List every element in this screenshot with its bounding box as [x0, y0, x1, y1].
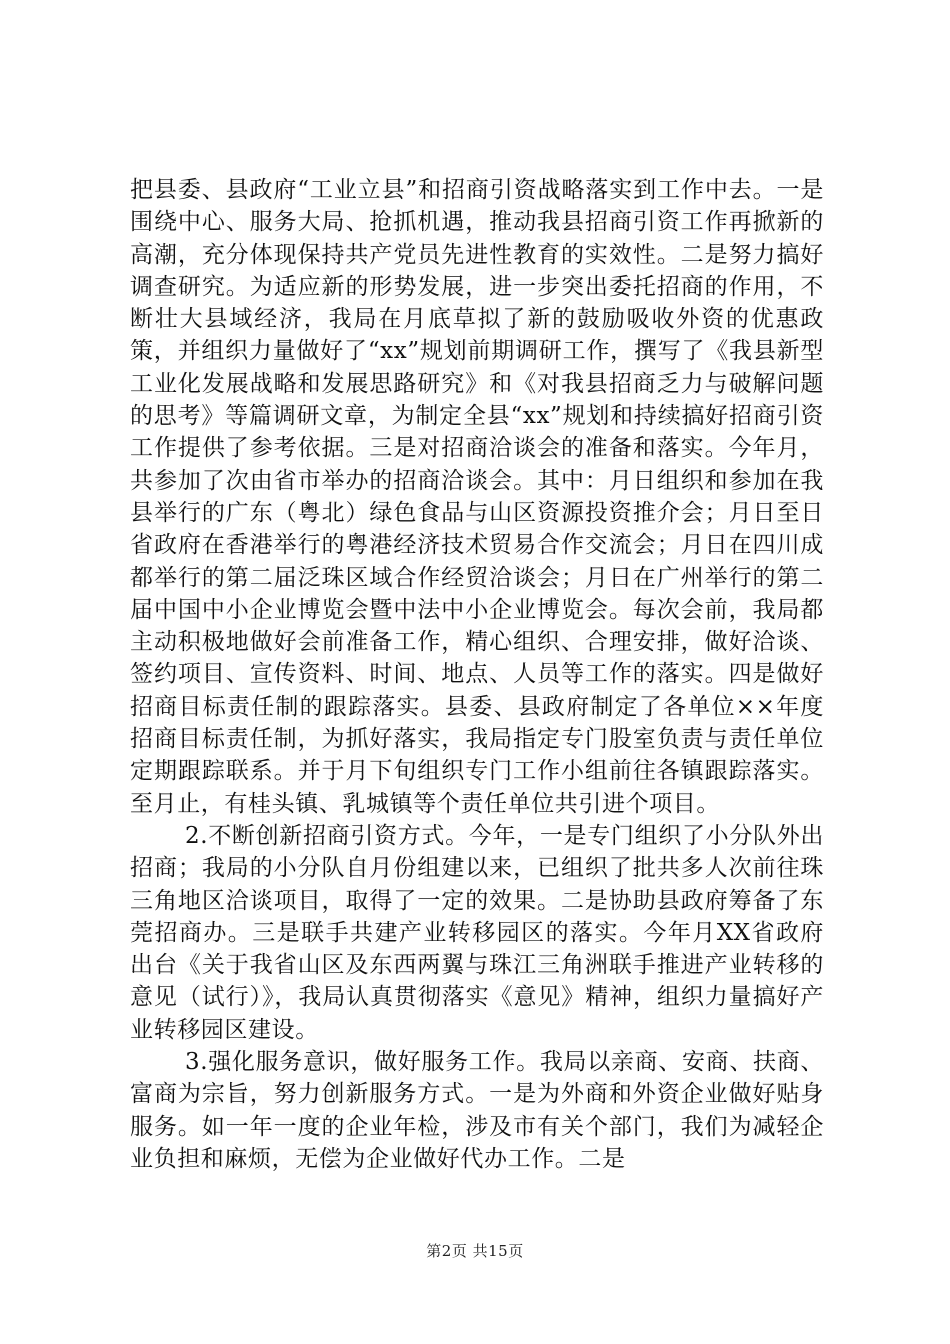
- paragraph-2: 2.不断创新招商引资方式。今年，一是专门组织了小分队外出招商；我局的小分队自月份组建以来，已组织了批共多人次前往珠三角地区洽谈项目，取得了一定的效果。二是协助县政府筹备了东莞招商办。三是联手共建产业转移园区的落实。今年月XX省政府出台《关于我省山区及东西两翼与珠江三角洲联手推进产业转移的意见（试行）》，我局认真贯彻落实《意见》精神，组织力量搞好产业转移园区建设。: [130, 822, 824, 1043]
- page-number-footer: 第2页 共15页: [426, 1242, 524, 1260]
- document-body: [130, 174, 824, 1175]
- paragraph-3: 3.强化服务意识，做好服务工作。我局以亲商、安商、扶商、富商为宗旨，努力创新服务方式。一是为外商和外资企业做好贴身服务。如一年一度的企业年检，涉及市有关个部门，我们为减轻企业负担和麻烦，无偿为企业做好代办工作。二是: [130, 1049, 824, 1172]
- paragraph-1: 把县委、县政府“工业立县”和招商引资战略落实到工作中去。一是围绕中心、服务大局、抢抓机遇，推动我县招商引资工作再掀新的高潮，充分体现保持共产党员先进性教育的实效性。二是努力搞好调查研究。为适应新的形势发展，进一步突出委托招商的作用，不断壮大县域经济，我局在月底草拟了新的鼓励吸收外资的优惠政策，并组织力量做好了“xx”规划前期调研工作，撰写了《我县新型工业化发展战略和发展思路研究》和《对我县招商乏力与破解问题的思考》等篇调研文章，为制定全县“xx”规划和持续搞好招商引资工作提供了参考依据。三是对招商洽谈会的准备和落实。今年月，共参加了次由省市举办的招商洽谈会。其中：月日组织和参加在我县举行的广东（粤北）绿色食品与山区资源投资推介会；月日至日省政府在香港举行的粤港经济技术贸易合作交流会；月日在四川成都举行的第二届泛珠区域合作经贸洽谈会；月日在广州举行的第二届中国中小企业博览会暨中法中小企业博览会。每次会前，我局都主动积极地做好会前准备工作，精心组织、合理安排，做好洽谈、签约项目、宣传资料、时间、地点、人员等工作的落实。四是做好招商目标责任制的跟踪落实。县委、县政府制定了各单位××年度招商目标责任制，为抓好落实，我局指定专门股室负责与责任单位定期跟踪联系。并于月下旬组织专门工作小组前往各镇跟踪落实。至月止，有桂头镇、乳城镇等个责任单位共引进个项目。: [130, 177, 824, 817]
